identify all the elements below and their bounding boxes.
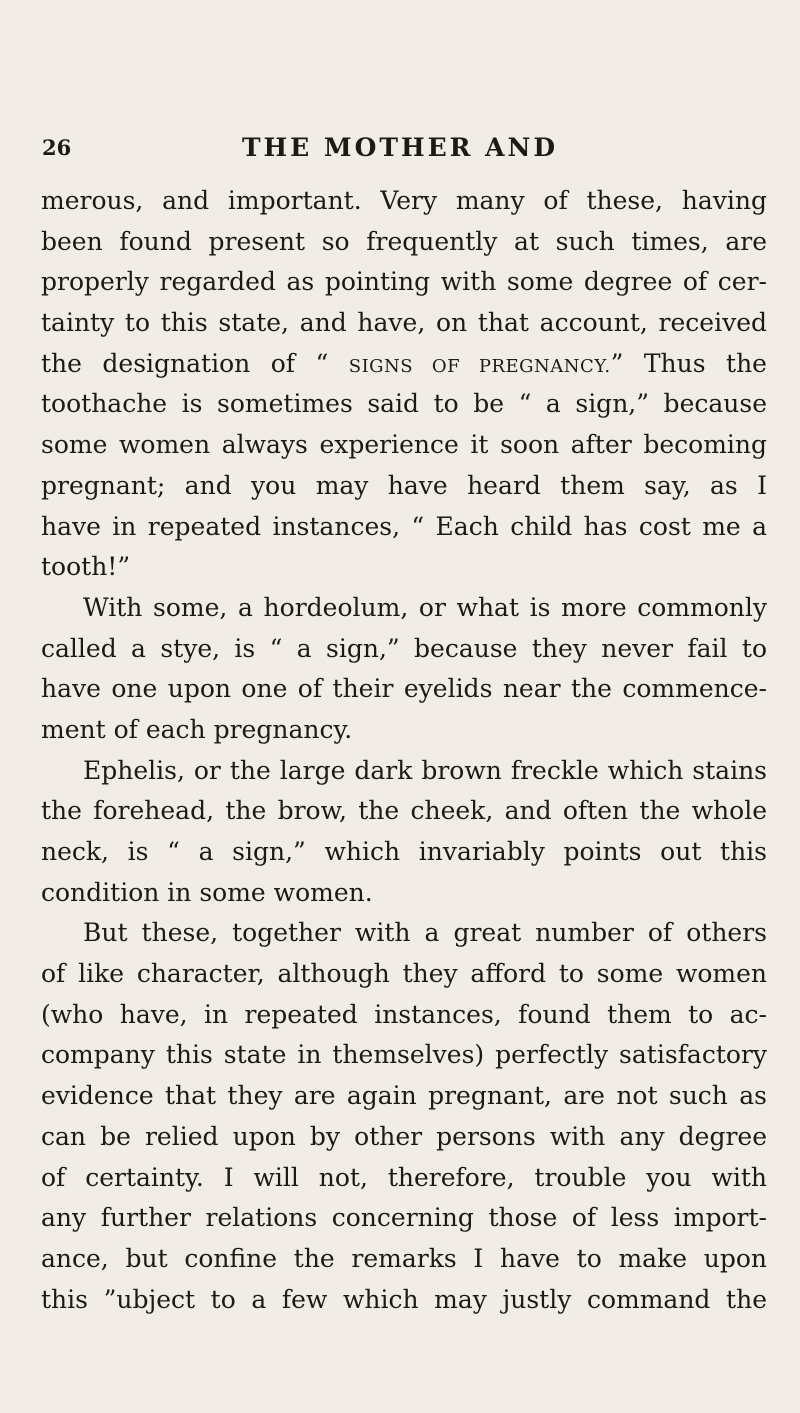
text-line: neck, is “ a sign,” which invariably points out this [41, 837, 767, 866]
text-line: condition in some women. [41, 877, 373, 907]
text-line: any further relations concerning those of less import- [41, 1203, 767, 1233]
text-line: properly regarded as pointing with some degree of cer- [41, 267, 767, 297]
text-line: (who have, in repeated instances, found them to ac- [41, 999, 767, 1029]
text-line: of certainty. I will not, therefore, trouble you with [41, 1162, 767, 1192]
text-line: tooth!” [41, 552, 131, 582]
text-line: evidence that they are again pregnant, are not such as [41, 1081, 767, 1111]
line-text: the designation of “ [41, 348, 349, 378]
text-line: With some, a hordeolum, or what is more commonly [83, 592, 767, 622]
text-line: ance, but confine the remarks I have to make upon [41, 1243, 767, 1273]
body-text [41, 181, 767, 1320]
text-line: toothache is sometimes said to be “ a sign,” because [41, 389, 767, 419]
text-line: Ephelis, or the large dark brown freckle which stains [83, 755, 767, 785]
text-line: called a stye, is “ a sign,” because they never fail to [41, 633, 767, 663]
line-text: ” Thus the [610, 348, 767, 378]
page-number: 26 [42, 135, 72, 160]
text-line: have in repeated instances, “ Each child has cost me a [41, 511, 767, 541]
running-head: THE MOTHER AND [241, 133, 559, 162]
text-line: been found present so frequently at such times, are [41, 226, 767, 256]
page-header [40, 131, 760, 165]
text-line: can be relied upon by other persons with any degree [41, 1121, 767, 1151]
text-line: this ”ubject to a few which may justly command the [41, 1284, 767, 1314]
text-line: of like character, although they afford to some women [41, 959, 767, 989]
text-line [41, 344, 767, 385]
text-line: tainty to this state, and have, on that account, received [41, 308, 767, 338]
text-line: pregnant; and you may have heard them say, as I [41, 470, 767, 500]
text-line: have one upon one of their eyelids near the commence- [41, 674, 767, 704]
text-line: But these, together with a great number of others [83, 918, 767, 948]
text-line: ment of each pregnancy. [41, 714, 353, 744]
text-line: merous, and important. Very many of these, having [41, 186, 767, 215]
small-caps-phrase: SIGNS OF PREGNANCY. [348, 355, 611, 377]
text-line: the forehead, the brow, the cheek, and often the whole [41, 796, 767, 826]
text-line: some women always experience it soon after becoming [41, 430, 767, 460]
text-line: company this state in themselves) perfectly satisfactory [41, 1040, 767, 1070]
